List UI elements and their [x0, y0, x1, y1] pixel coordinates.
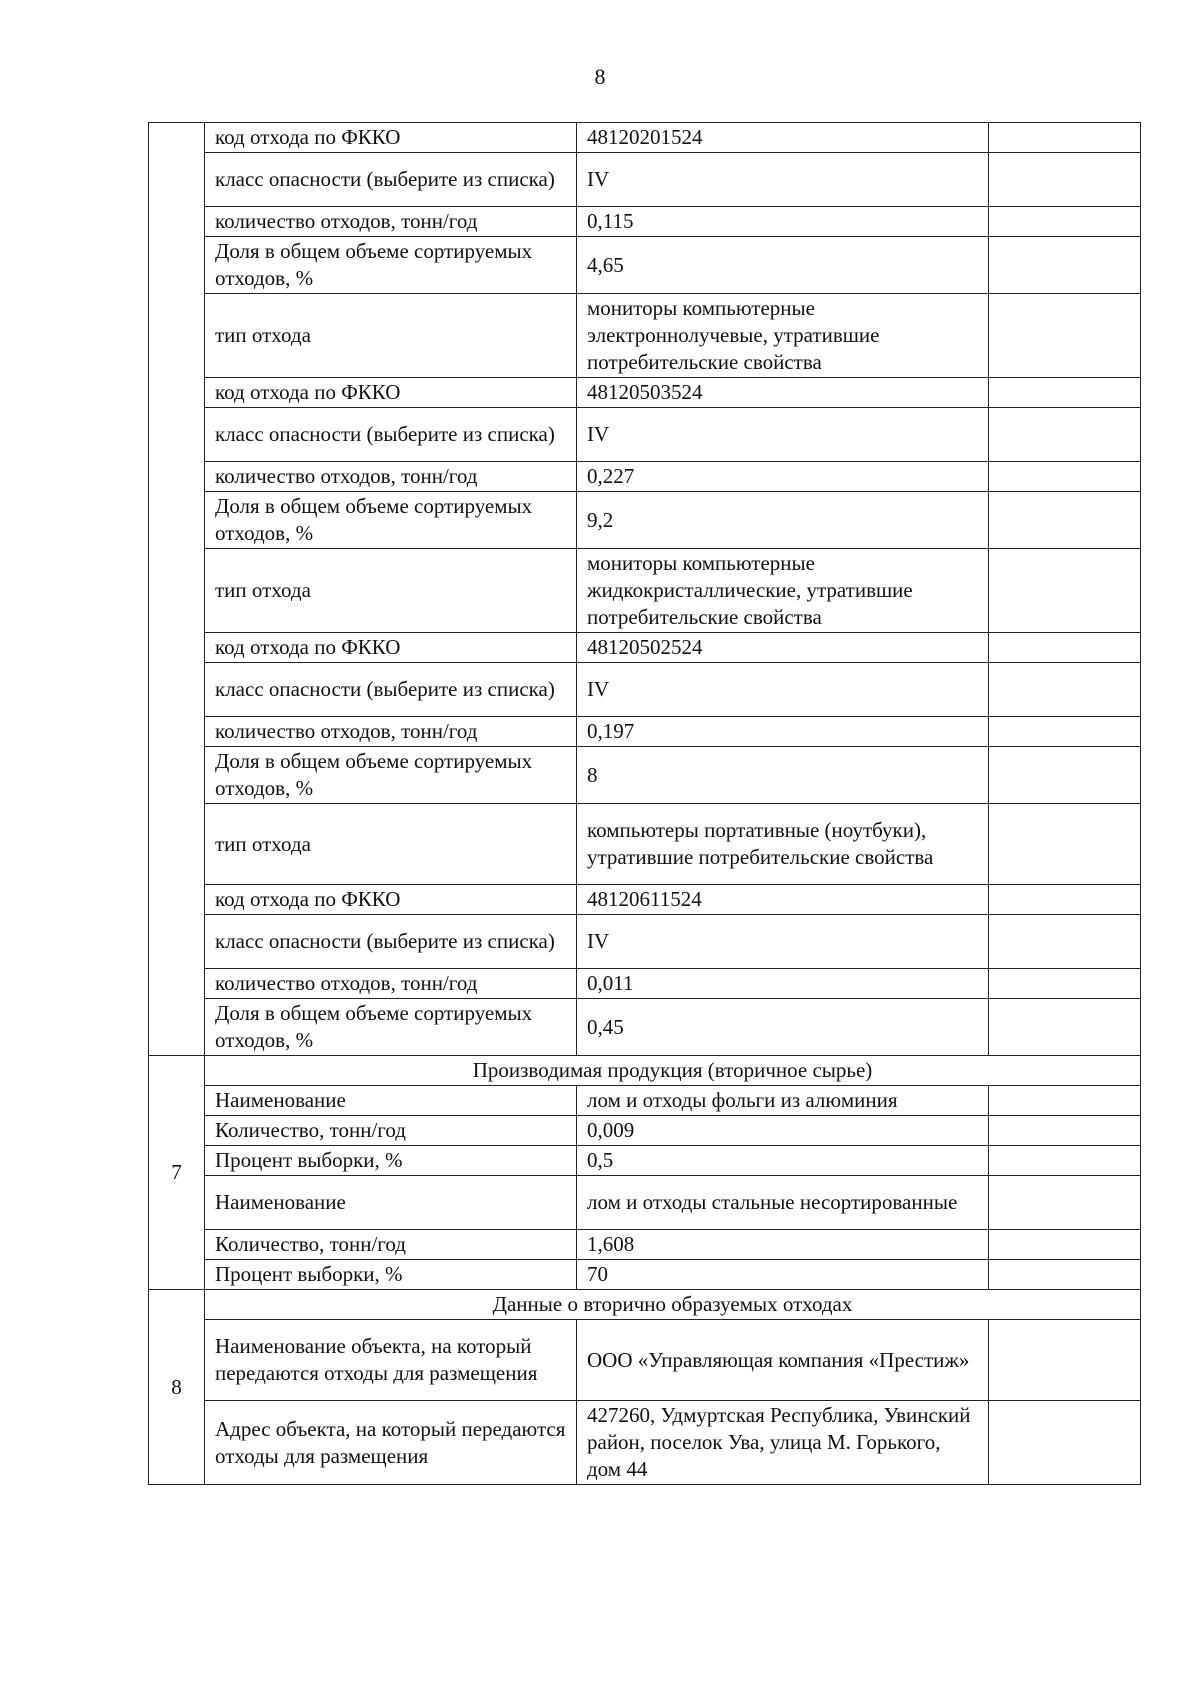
table-row — [149, 804, 1141, 885]
section-title: Производимая продукция (вторичное сырье) — [205, 1056, 1141, 1086]
row-value: лом и отходы фольги из алюминия — [577, 1086, 989, 1116]
row-label: тип отхода — [205, 549, 577, 633]
row-label: количество отходов, тонн/год — [205, 717, 577, 747]
row-value: 70 — [577, 1260, 989, 1290]
row-label: Количество, тонн/год — [205, 1116, 577, 1146]
table-row — [149, 1320, 1141, 1401]
row-extra-cell — [989, 717, 1141, 747]
row-label: тип отхода — [205, 804, 577, 885]
row-extra-cell — [989, 237, 1141, 294]
section-number: 8 — [149, 1290, 205, 1485]
row-value: ООО «Управляющая компания «Престиж» — [577, 1320, 989, 1401]
row-extra-cell — [989, 1176, 1141, 1230]
row-value: 4,65 — [577, 237, 989, 294]
row-value: 0,227 — [577, 462, 989, 492]
row-label: Наименование объекта, на который передаются отходы для размещения — [205, 1320, 577, 1401]
section-header-row — [149, 1056, 1141, 1086]
table-row — [149, 549, 1141, 633]
row-label: количество отходов, тонн/год — [205, 969, 577, 999]
table-row — [149, 1260, 1141, 1290]
row-value: 0,009 — [577, 1116, 989, 1146]
row-value: IV — [577, 915, 989, 969]
row-value: 427260, Удмуртская Республика, Увинский район, поселок Ува, улица М. Горького, дом 44 — [577, 1401, 989, 1485]
row-extra-cell — [989, 294, 1141, 378]
row-extra-cell — [989, 633, 1141, 663]
table-row — [149, 717, 1141, 747]
row-label: код отхода по ФККО — [205, 885, 577, 915]
row-label: Количество, тонн/год — [205, 1230, 577, 1260]
row-extra-cell — [989, 123, 1141, 153]
row-label: Наименование — [205, 1086, 577, 1116]
row-label: Доля в общем объеме сортируемых отходов, % — [205, 747, 577, 804]
section-header-row — [149, 1290, 1141, 1320]
row-label: количество отходов, тонн/год — [205, 207, 577, 237]
row-extra-cell — [989, 1260, 1141, 1290]
row-value: 0,115 — [577, 207, 989, 237]
row-extra-cell — [989, 1320, 1141, 1401]
row-label: Адрес объекта, на который передаются отходы для размещения — [205, 1401, 577, 1485]
table-row — [149, 999, 1141, 1056]
row-extra-cell — [989, 207, 1141, 237]
table-row — [149, 462, 1141, 492]
row-value: IV — [577, 663, 989, 717]
row-label: Наименование — [205, 1176, 577, 1230]
row-value: 0,45 — [577, 999, 989, 1056]
row-label: класс опасности (выберите из списка) — [205, 153, 577, 207]
row-extra-cell — [989, 1086, 1141, 1116]
row-label: Доля в общем объеме сортируемых отходов, % — [205, 237, 577, 294]
row-value: 48120503524 — [577, 378, 989, 408]
table-row — [149, 294, 1141, 378]
table-row — [149, 885, 1141, 915]
row-label: тип отхода — [205, 294, 577, 378]
row-label: класс опасности (выберите из списка) — [205, 915, 577, 969]
table-row — [149, 1086, 1141, 1116]
row-value: 8 — [577, 747, 989, 804]
row-extra-cell — [989, 885, 1141, 915]
table-row — [149, 408, 1141, 462]
row-value: мониторы компьютерные электроннолучевые, утратившие потребительские свойства — [577, 294, 989, 378]
row-value: 48120201524 — [577, 123, 989, 153]
row-label: Доля в общем объеме сортируемых отходов, % — [205, 999, 577, 1056]
table-row — [149, 1401, 1141, 1485]
row-extra-cell — [989, 492, 1141, 549]
row-extra-cell — [989, 747, 1141, 804]
row-extra-cell — [989, 1116, 1141, 1146]
table-row — [149, 492, 1141, 549]
row-value: 48120502524 — [577, 633, 989, 663]
table-row — [149, 969, 1141, 999]
row-label: количество отходов, тонн/год — [205, 462, 577, 492]
row-label: Процент выборки, % — [205, 1146, 577, 1176]
row-extra-cell — [989, 663, 1141, 717]
section-title: Данные о вторично образуемых отходах — [205, 1290, 1141, 1320]
table-row — [149, 1230, 1141, 1260]
row-label: код отхода по ФККО — [205, 123, 577, 153]
row-extra-cell — [989, 804, 1141, 885]
table-row — [149, 747, 1141, 804]
row-value: компьютеры портативные (ноутбуки), утратившие потребительские свойства — [577, 804, 989, 885]
row-value: 0,5 — [577, 1146, 989, 1176]
row-extra-cell — [989, 549, 1141, 633]
table-row — [149, 633, 1141, 663]
row-extra-cell — [989, 999, 1141, 1056]
page-number: 8 — [594, 64, 606, 89]
row-extra-cell — [989, 462, 1141, 492]
row-label: код отхода по ФККО — [205, 633, 577, 663]
row-extra-cell — [989, 1401, 1141, 1485]
row-label: класс опасности (выберите из списка) — [205, 663, 577, 717]
row-extra-cell — [989, 915, 1141, 969]
row-extra-cell — [989, 153, 1141, 207]
row-extra-cell — [989, 1230, 1141, 1260]
waste-data-table — [148, 122, 1141, 1485]
table-row — [149, 207, 1141, 237]
table-row — [149, 663, 1141, 717]
table-row — [149, 1116, 1141, 1146]
row-value: 0,011 — [577, 969, 989, 999]
row-value: 1,608 — [577, 1230, 989, 1260]
table-row — [149, 237, 1141, 294]
table-row — [149, 378, 1141, 408]
row-value: мониторы компьютерные жидкокристаллические, утратившие потребительские свойства — [577, 549, 989, 633]
row-extra-cell — [989, 969, 1141, 999]
row-extra-cell — [989, 1146, 1141, 1176]
section-number: 7 — [149, 1056, 205, 1290]
row-value: 0,197 — [577, 717, 989, 747]
table-row — [149, 153, 1141, 207]
row-value: IV — [577, 408, 989, 462]
row-value: 48120611524 — [577, 885, 989, 915]
row-value: лом и отходы стальные несортированные — [577, 1176, 989, 1230]
row-label: Доля в общем объеме сортируемых отходов, % — [205, 492, 577, 549]
table-row — [149, 915, 1141, 969]
row-extra-cell — [989, 408, 1141, 462]
row-number-cell — [149, 123, 205, 1056]
table-row — [149, 1146, 1141, 1176]
row-extra-cell — [989, 378, 1141, 408]
table-row — [149, 123, 1141, 153]
row-value: 9,2 — [577, 492, 989, 549]
row-label: код отхода по ФККО — [205, 378, 577, 408]
table-row — [149, 1176, 1141, 1230]
row-label: Процент выборки, % — [205, 1260, 577, 1290]
row-label: класс опасности (выберите из списка) — [205, 408, 577, 462]
row-value: IV — [577, 153, 989, 207]
